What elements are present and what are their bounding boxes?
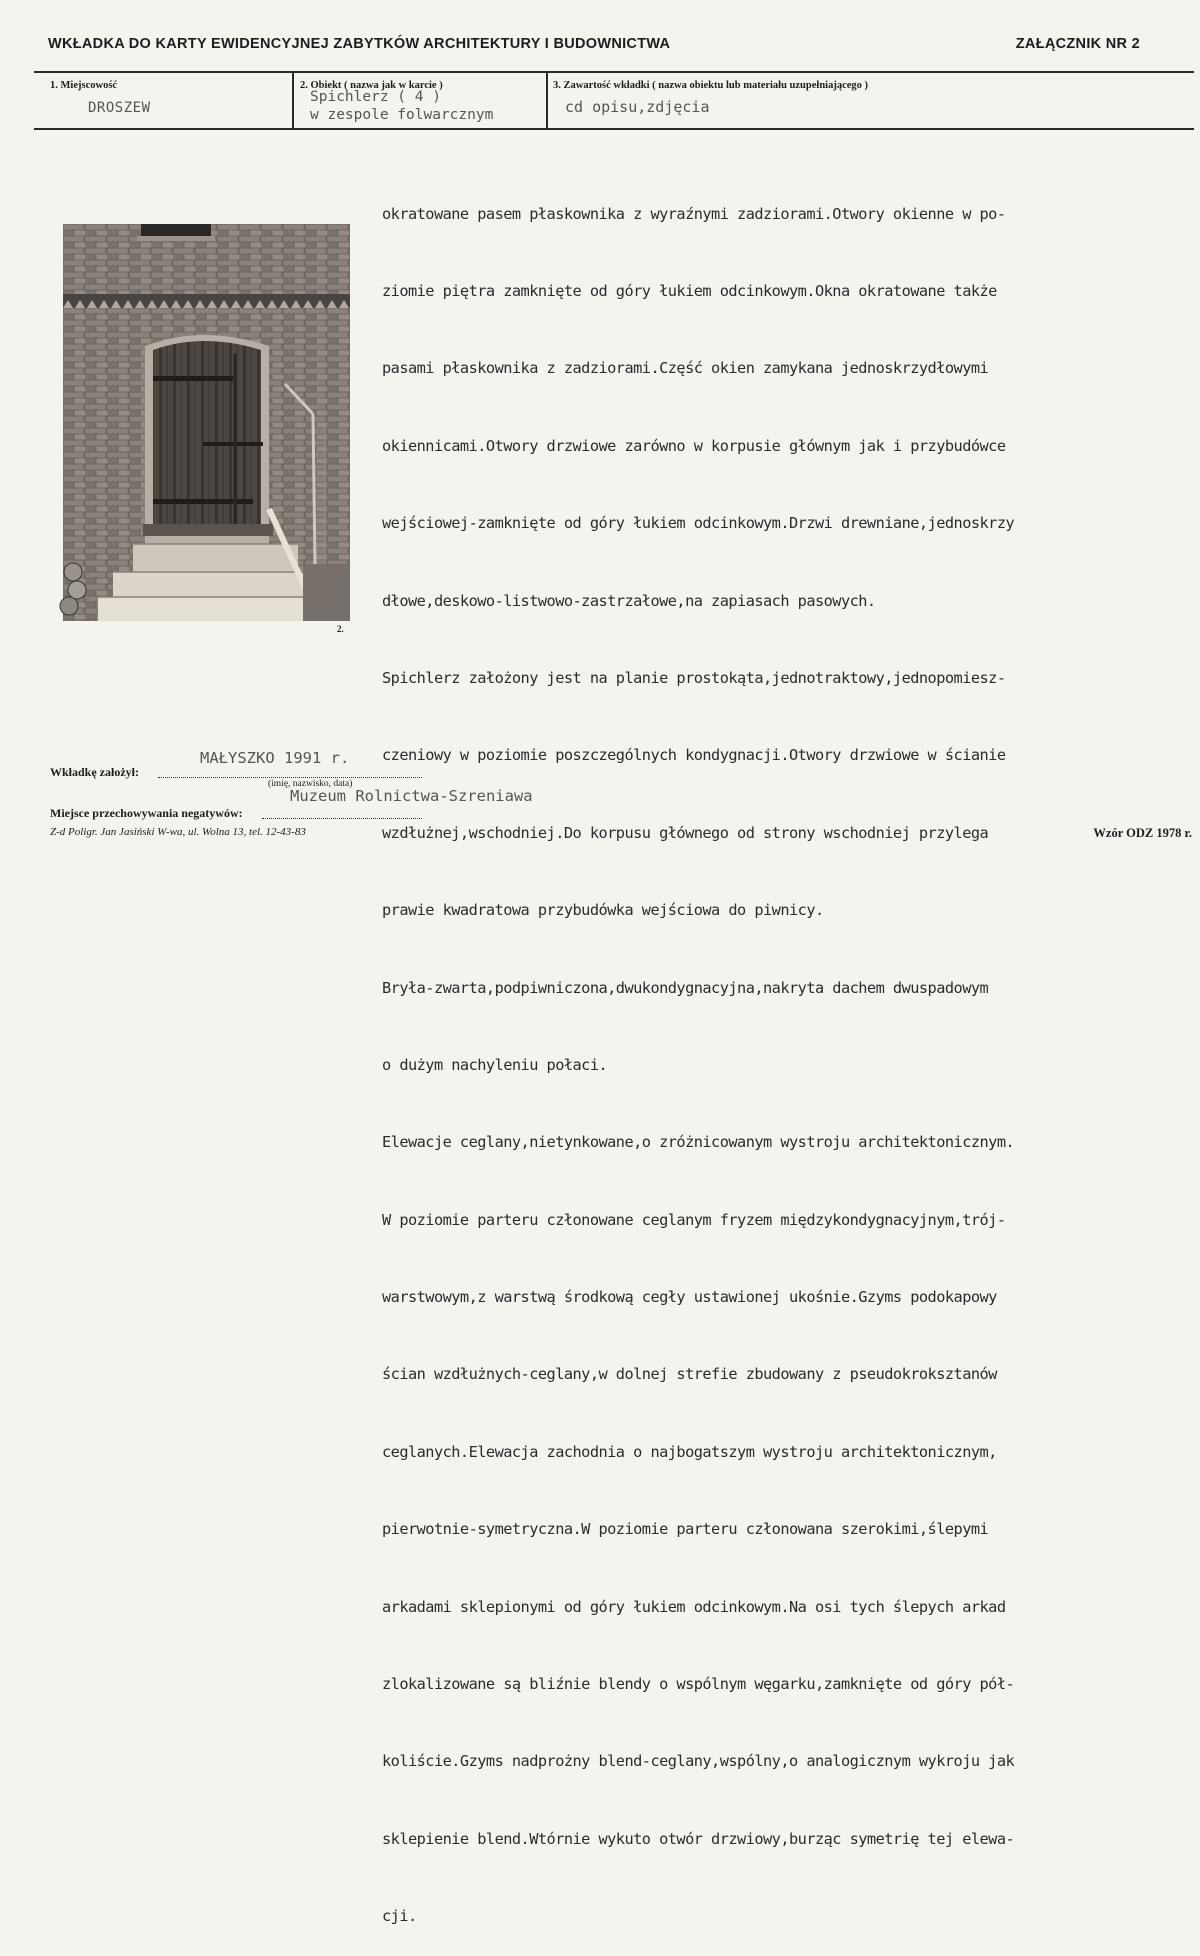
negatives-label: Miejsce przechowywania negatywów: (50, 806, 243, 820)
description-line: sklepienie blend.Wtórnie wykuto otwór drzwiowy,burząc symetrię tej elewa- (382, 1829, 1015, 1848)
description-line: cji. (382, 1907, 417, 1926)
contents-label: 3. Zawartość wkładki ( nazwa obiektu lub materiału uzupełniającego ) (553, 80, 869, 91)
description-line: W poziomie parteru członowane ceglanym fryzem międzykondygnacyjnym,trój- (382, 1210, 1006, 1229)
description-line: dłowe,deskowo-listwowo-zastrzałowe,na zapiasach pasowych. (382, 591, 876, 610)
description-line: okiennicami.Otwory drzwiowe zarówno w korpusie głównym jak i przybudówce (382, 436, 1006, 455)
description-line: Elewacje ceglany,nietynkowane,o zróżnicowanym wystroju architektonicznym. (382, 1133, 1015, 1152)
description-line: ceglanych.Elewacja zachodnia o najbogatszym wystroju architektonicznym, (382, 1442, 997, 1461)
table-divider-2 (546, 72, 548, 129)
description-line: wejściowej-zamknięte od góry łukiem odcinkowym.Drzwi drewniane,jednoskrzy (382, 514, 1015, 533)
description-line: czeniowy w poziomie poszczególnych kondygnacji.Otwory drzwiowe w ścianie (382, 746, 1006, 765)
annex-number: ZAŁĄCZNIK NR 2 (1015, 36, 1140, 52)
object-value-line1: Spichlerz ( 4 ) (310, 89, 441, 105)
table-divider-1 (292, 72, 294, 129)
object-value-line2: w zespole folwarcznym (310, 107, 494, 123)
description-line: prawie kwadratowa przybudówka wejściowa do piwnicy. (382, 901, 824, 920)
printer-imprint: Z-d Poligr. Jan Jasiński W-wa, ul. Wolna 13, tel. 12-43-83 (50, 826, 306, 838)
form-id: Wzór ODZ 1978 r. (1093, 826, 1192, 840)
description-line: warstwowym,z warstwą środkową cegły ustawionej ukośnie.Gzyms podokapowy (382, 1288, 997, 1307)
founder-dotted-line (158, 777, 422, 778)
negatives-dotted-line (262, 818, 422, 819)
photo-caption-number: 2. (337, 624, 344, 634)
description-line: pasami płaskownika z zadziorami.Część okien zamykana jednoskrzydłowymi (382, 359, 989, 378)
form-title: WKŁADKA DO KARTY EWIDENCYJNEJ ZABYTKÓW ARCHITEKTURY I BUDOWNICTWA (48, 36, 671, 52)
description-line: Bryła-zwarta,podpiwniczona,dwukondygnacyjna,nakryta dachem dwuspadowym (382, 978, 989, 997)
description-line: ziomie piętra zamknięte od góry łukiem odcinkowym.Okna okratowane także (382, 281, 997, 300)
table-bottom-rule (34, 128, 1194, 130)
description-text (382, 150, 1142, 1956)
description-line: okratowane pasem płaskownika z wyraźnymi zadziorami.Otwory okienne w po- (382, 204, 1006, 223)
description-line: zlokalizowane są bliźnie blendy o wspólnym węgarku,zamknięte od góry pół- (382, 1675, 1015, 1694)
description-line: o dużym nachyleniu połaci. (382, 1055, 608, 1074)
description-line: pierwotnie-symetryczna.W poziomie parteru członowana szerokimi,ślepymi (382, 1520, 989, 1539)
table-top-rule (34, 71, 1194, 73)
locality-value: DROSZEW (88, 100, 151, 116)
negatives-value: Muzeum Rolnictwa-Szreniawa (290, 787, 533, 805)
founder-value: MAŁYSZKO 1991 r. (200, 749, 350, 767)
object-label: 2. Obiekt ( nazwa jak w karcie ) (300, 80, 443, 91)
description-line: Spichlerz założony jest na planie prostokąta,jednotraktowy,jednopomiesz- (382, 668, 1006, 687)
contents-value: cd opisu,zdjęcia (565, 98, 710, 116)
description-line: wzdłużnej,wschodniej.Do korpusu głównego od strony wschodniej przylega (382, 823, 989, 842)
photo-drawing (63, 224, 350, 621)
description-line: koliście.Gzyms nadprożny blend-ceglany,wspólny,o analogicznym wykroju jak (382, 1752, 1015, 1771)
founder-label: Wkładkę założył: (50, 765, 139, 779)
description-line: arkadami sklepionymi od góry łukiem odcinkowym.Na osi tych ślepych arkad (382, 1597, 1006, 1616)
description-line: ścian wzdłużnych-ceglany,w dolnej strefie zbudowany z pseudokroksztanów (382, 1365, 997, 1384)
locality-label: 1. Miejscowość (50, 80, 118, 91)
founder-hint: (imię, nazwisko, data) (268, 779, 353, 789)
spichlerz-door-photo (63, 224, 350, 621)
